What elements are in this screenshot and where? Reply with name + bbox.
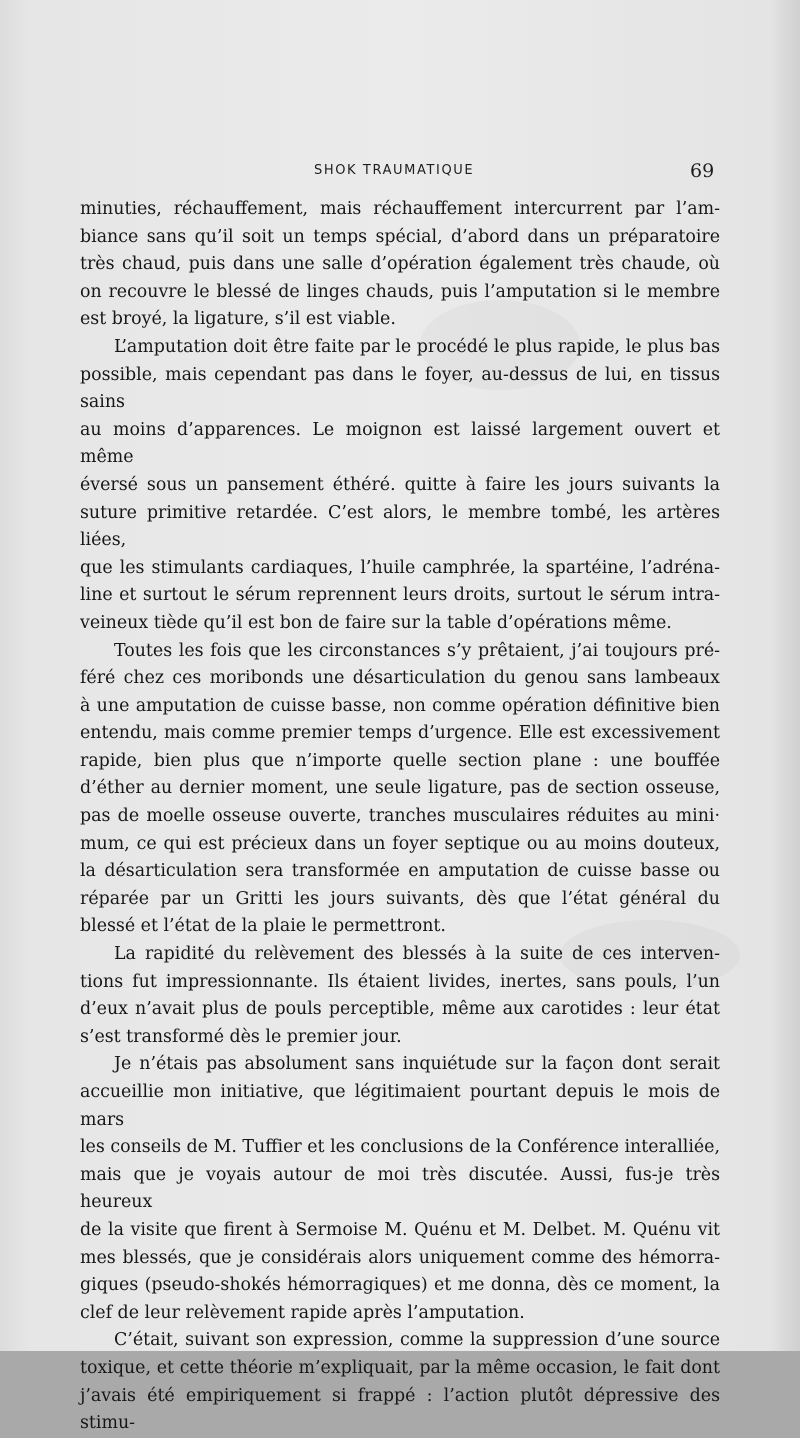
paragraph xyxy=(80,196,720,334)
text-line: tions fut impressionnante. Ils étaient livides, inertes, sans pouls, l’un xyxy=(80,971,720,992)
paragraph xyxy=(80,941,720,1051)
text-line: biance sans qu’il soit un temps spécial, d’abord dans un préparatoire xyxy=(80,226,720,247)
text-line: entendu, mais comme premier temps d’urgence. Elle est excessivement xyxy=(80,723,720,744)
text-line: réparée par un Gritti les jours suivants, dès que l’état général du xyxy=(80,888,720,909)
text-line: féré chez ces moribonds une désarticulation du genou sans lambeaux xyxy=(80,668,720,689)
text-line: est broyé, la ligature, s’il est viable. xyxy=(80,309,396,330)
paragraph xyxy=(80,638,720,942)
text-line: mais que je voyais autour de moi très discutée. Aussi, fus-je très heureux xyxy=(80,1164,720,1213)
text-line: au moins d’apparences. Le moignon est laissé largement ouvert et même xyxy=(80,419,720,468)
text-line: rapide, bien plus que n’importe quelle section plane : une bouffée xyxy=(80,750,720,771)
text-line: on recouvre le blessé de linges chauds, puis l’amputation si le membre xyxy=(80,281,720,302)
text-line: très chaud, puis dans une salle d’opération également très chaude, où xyxy=(80,254,720,275)
text-line: line et surtout le sérum reprennent leurs droits, surtout le sérum intra- xyxy=(80,585,720,606)
text-line: d’éther au dernier moment, une seule ligature, pas de section osseuse, xyxy=(80,778,720,799)
text-line: veineux tiède qu’il est bon de faire sur la table d’opérations même. xyxy=(80,612,672,633)
text-line: à une amputation de cuisse basse, non comme opération définitive bien xyxy=(80,695,720,716)
text-line: clef de leur relèvement rapide après l’amputation. xyxy=(80,1302,525,1323)
paragraph xyxy=(80,334,720,638)
text-line: La rapidité du relèvement des blessés à la suite de ces interven- xyxy=(114,944,720,965)
text-line: que les stimulants cardiaques, l’huile camphrée, la spartéine, l’adréna- xyxy=(80,557,720,578)
text-line: d’eux n’avait plus de pouls perceptible, même aux carotides : leur état xyxy=(80,999,720,1020)
text-line: pas de moelle osseuse ouverte, tranches musculaires réduites au mini· xyxy=(80,806,720,827)
text-line: de la visite que firent à Sermoise M. Quénu et M. Delbet. M. Quénu vit xyxy=(80,1219,720,1240)
text-line: mum, ce qui est précieux dans un foyer septique ou au moins douteux, xyxy=(80,833,720,854)
text-line: accueillie mon initiative, que légitimaient pourtant depuis le mois de mars xyxy=(80,1082,720,1130)
text-line: C’était, suivant son expression, comme la suppression d’une source xyxy=(114,1330,720,1351)
text-line: toxique, et cette théorie m’expliquait, par la même occasion, le fait dont xyxy=(80,1357,720,1378)
text-line: la désarticulation sera transformée en amputation de cuisse basse ou xyxy=(80,861,720,882)
text-line: s’est transformé dès le premier jour. xyxy=(80,1026,402,1047)
text-line: j’avais été empiriquement si frappé : l’action plutôt dépressive des stimu- xyxy=(80,1385,720,1434)
running-title: SHOK TRAUMATIQUE xyxy=(314,163,475,178)
text-line: L’amputation doit être faite par le procédé le plus rapide, le plus bas xyxy=(114,336,720,357)
text-line: blessé et l’état de la plaie le permettront. xyxy=(80,916,446,937)
text-line: suture primitive retardée. C’est alors, le membre tombé, les artères liées, xyxy=(80,502,720,551)
paragraph xyxy=(80,1051,720,1327)
text-line: mes blessés, que je considérais alors uniquement comme des hémorra- xyxy=(80,1247,720,1268)
page-number: 69 xyxy=(690,160,715,182)
text-line: éversé sous un pansement éthéré. quitte à faire les jours suivants la xyxy=(80,474,720,495)
body-text xyxy=(80,196,720,1438)
paragraph xyxy=(80,1327,720,1437)
page-header xyxy=(0,159,800,189)
text-line: Je n’étais pas absolument sans inquiétude sur la façon dont serait xyxy=(114,1054,720,1075)
text-line: giques (pseudo-shokés hémorragiques) et me donna, dès ce moment, la xyxy=(80,1275,720,1296)
text-line: les conseils de M. Tuffier et les conclusions de la Conférence interalliée, xyxy=(80,1137,720,1158)
text-line: Toutes les fois que les circonstances s’y prêtaient, j’ai toujours pré- xyxy=(114,640,720,661)
text-line: minuties, réchauffement, mais réchauffement intercurrent par l’am- xyxy=(80,199,720,219)
text-line: possible, mais cependant pas dans le foyer, au-dessus de lui, en tissus sains xyxy=(80,364,720,413)
